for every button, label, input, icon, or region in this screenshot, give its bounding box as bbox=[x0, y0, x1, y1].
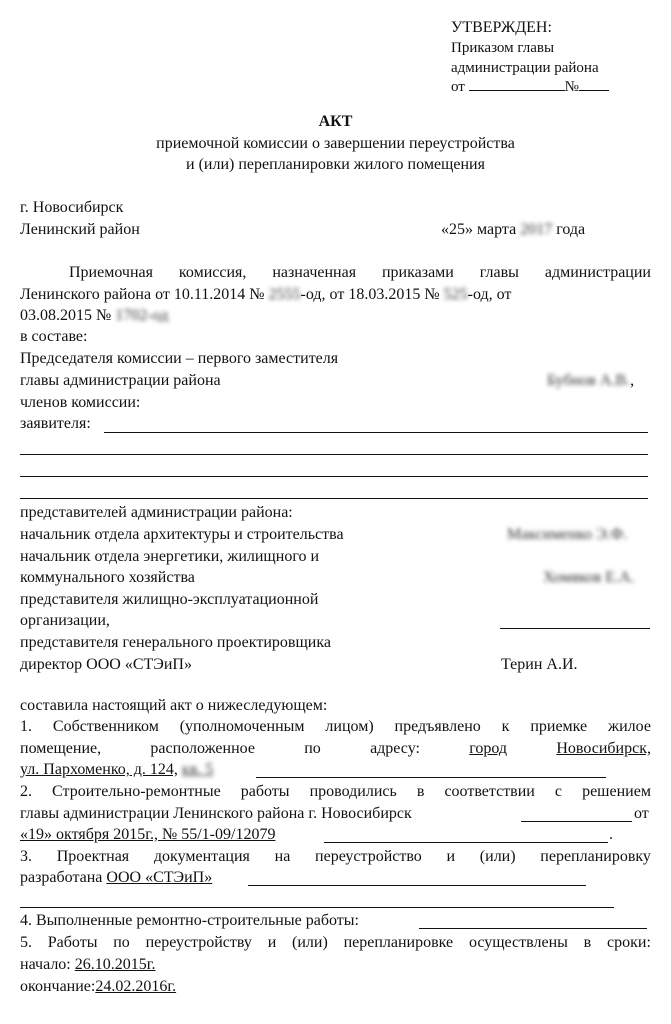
item-5: 5. Работы по переустройству и (или) перепланировке осуществлены в сроки: bbox=[20, 934, 651, 951]
item-2-decision-line bbox=[521, 821, 632, 822]
housing-rep-signature-line bbox=[500, 628, 650, 629]
arch-head-title: начальник отдела архитектуры и строительства bbox=[20, 526, 344, 543]
designer-rep-name: Терин А.И. bbox=[501, 656, 578, 673]
item-2-line-1: 2. Строительно-ремонтные работы проводились в соответствии с решением bbox=[20, 783, 651, 800]
item-3-developed-by: разработана bbox=[20, 869, 103, 886]
item-5-end-label: окончание: bbox=[20, 978, 96, 995]
item-5-end-date: 24.02.2016г. bbox=[95, 978, 177, 995]
item-1-word-a: помещение, bbox=[20, 740, 102, 757]
item-2-ref-line bbox=[324, 842, 608, 843]
act-subtitle-2: и (или) перепланировки жилого помещения bbox=[186, 156, 485, 173]
members-label: членов комиссии: bbox=[20, 394, 141, 411]
item-1-city: город bbox=[469, 740, 508, 757]
item-2-line-2: главы администрации Ленинского района г. Новосибирск bbox=[20, 805, 412, 822]
item-3-developer-line bbox=[248, 885, 586, 886]
act-date bbox=[441, 220, 585, 240]
intro-order-3-prefix: -од, от bbox=[467, 286, 512, 303]
item-1-address-line bbox=[256, 777, 606, 778]
item-1-apartment: кв. 5 bbox=[181, 761, 214, 778]
item-1-line-1: 1. Собственником (уполномоченным лицом) предъявлено к приемке жилое bbox=[20, 718, 651, 735]
approval-number-blank bbox=[579, 90, 609, 91]
designer-rep-line-2: директор ООО «СТЭиП» bbox=[20, 656, 192, 673]
approval-line1: Приказом главы bbox=[451, 40, 555, 56]
item-4-line bbox=[419, 928, 647, 929]
item-3-developer: ООО «СТЭиП» bbox=[106, 869, 213, 886]
item-2-decision-ref: «19» октября 2015г., № 55/1-09/12079 bbox=[20, 826, 276, 843]
item-5-start-date: 26.10.2015г. bbox=[74, 956, 156, 973]
intro-order-3: 03.08.2015 № bbox=[20, 307, 112, 324]
district: Ленинский район bbox=[20, 221, 140, 238]
item-1-word-d: адресу: bbox=[370, 740, 420, 757]
act-date-day: «25» марта bbox=[441, 221, 517, 238]
energy-head-line-1: начальник отдела энергетики, жилищного и bbox=[20, 548, 320, 565]
approval-line2: администрации района bbox=[451, 60, 599, 76]
chair-name-row bbox=[547, 371, 634, 391]
intro-line-1 bbox=[69, 263, 651, 283]
approval-date-blank bbox=[469, 90, 565, 91]
composed-statement: составила настоящий акт о нижеследующем: bbox=[20, 697, 328, 714]
city: г. Новосибирск bbox=[20, 199, 124, 216]
applicant-line-1 bbox=[104, 432, 648, 433]
item-1-line-3 bbox=[20, 760, 213, 780]
applicant-line-2 bbox=[20, 454, 648, 455]
approval-line3 bbox=[451, 77, 609, 97]
intro-order-3-number: 1702-од bbox=[115, 307, 169, 324]
item-4: 4. Выполненные ремонтно-строительные работы: bbox=[20, 912, 359, 929]
item-1-line-2 bbox=[20, 739, 651, 759]
item-5-end bbox=[20, 977, 176, 997]
arch-head-name: Максименко Э.Ф. bbox=[507, 526, 628, 543]
item-3-extra-line bbox=[20, 907, 614, 908]
admin-reps-label: представителей администрации района: bbox=[20, 504, 293, 521]
intro-order-2: -од, от 18.03.2015 № bbox=[300, 286, 440, 303]
intro-order-1-number: 2555 bbox=[268, 286, 301, 303]
housing-rep-line-1: представителя жилищно-эксплуатационной bbox=[20, 591, 319, 608]
composition-label: в составе: bbox=[20, 328, 88, 345]
housing-rep-line-2: организации, bbox=[20, 612, 110, 629]
chair-line-2: главы администрации района bbox=[20, 372, 221, 389]
intro-line-3 bbox=[20, 306, 168, 326]
applicant-line-3 bbox=[20, 476, 648, 477]
item-2-line-3 bbox=[20, 825, 275, 845]
item-5-start-label: начало: bbox=[20, 956, 71, 973]
item-3-line-2 bbox=[20, 868, 212, 888]
chair-comma: , bbox=[630, 372, 635, 389]
item-1-word-b: расположенное bbox=[150, 740, 255, 757]
intro-order-2-number: 525 bbox=[443, 286, 468, 303]
item-1-address: ул. Пархоменко, д. 124, bbox=[20, 761, 178, 778]
approval-number-sign: № bbox=[564, 79, 579, 95]
act-date-suffix: года bbox=[556, 221, 586, 238]
chair-line-1: Председателя комиссии – первого заместителя bbox=[20, 350, 339, 367]
intro-text-1: Приемочная комиссия, назначенная приказами главы администрации bbox=[69, 264, 651, 281]
intro-line-2 bbox=[20, 285, 651, 305]
item-1-word-c: по bbox=[304, 740, 321, 757]
act-date-year: 2017 bbox=[520, 221, 553, 238]
applicant-line-4 bbox=[20, 498, 648, 499]
item-2-period: . bbox=[609, 826, 613, 843]
item-3-line-1: 3. Проектная документация на переустройство и (или) перепланировку bbox=[20, 848, 651, 865]
approval-from: от bbox=[451, 79, 465, 95]
act-title: АКТ bbox=[318, 113, 353, 130]
chair-name: Бубнов А.В. bbox=[547, 372, 631, 389]
designer-rep-line-1: представителя генерального проектировщика bbox=[20, 634, 331, 651]
applicant-label: заявителя: bbox=[20, 415, 91, 432]
intro-order-1: Ленинского района от 10.11.2014 № bbox=[20, 286, 265, 303]
energy-head-line-2: коммунального хозяйства bbox=[20, 569, 195, 586]
item-5-start bbox=[20, 955, 156, 975]
act-subtitle-1: приемочной комиссии о завершении переустройства bbox=[156, 135, 515, 152]
item-1-city-name: Новосибирск, bbox=[556, 740, 651, 757]
approval-title: УТВЕРЖДЕН: bbox=[451, 19, 552, 36]
energy-head-name: Хомяков Е.А. bbox=[543, 569, 635, 586]
item-2-from: от bbox=[634, 805, 649, 822]
